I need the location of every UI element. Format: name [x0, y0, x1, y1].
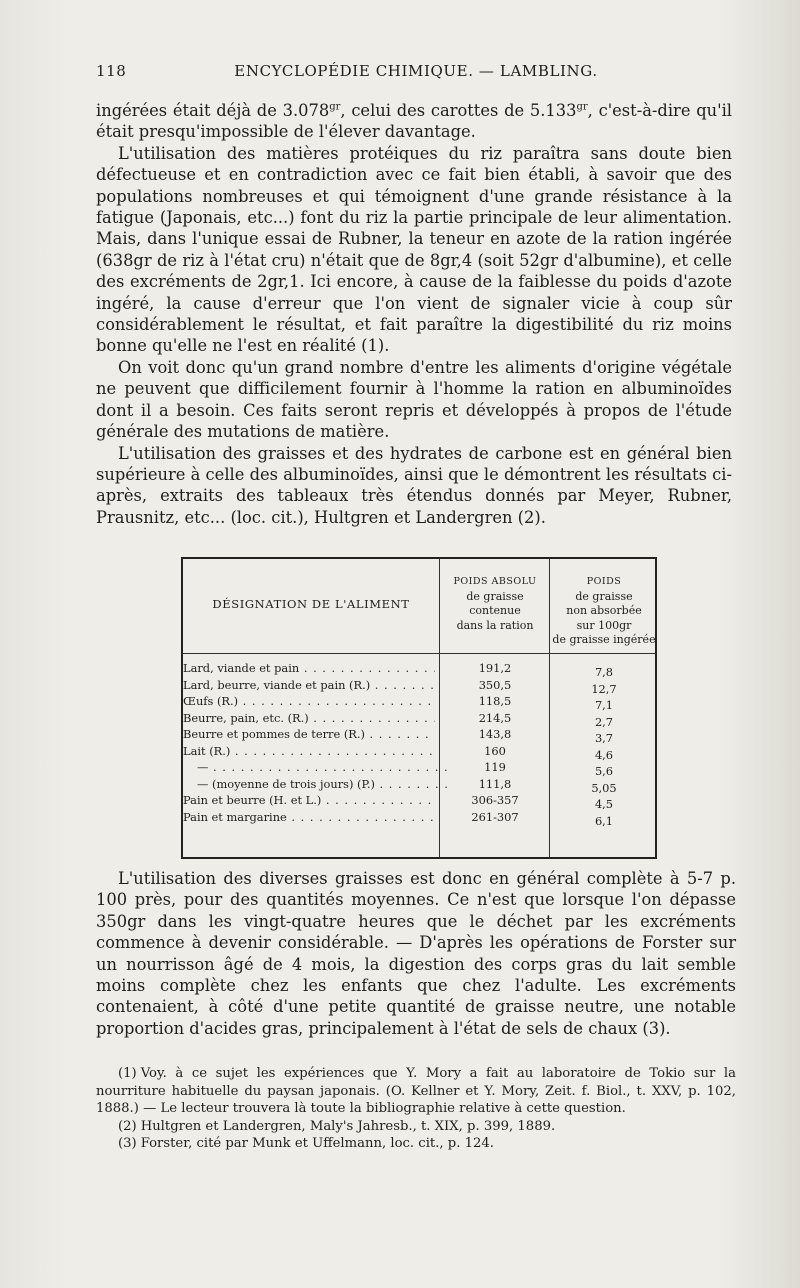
- table-header-poids-absolu: POIDS ABSOLU de graisse contenue dans la ration: [453, 576, 537, 632]
- table-row: Beurre et pommes de terre (R.) . . . 143,8 3,7: [183, 727, 655, 744]
- running-header: [96, 62, 736, 84]
- table-row: Pain et beurre (H. et L.) . . . 306-357 4,5: [183, 793, 655, 810]
- table-row: Lard, beurre, viande et pain (R.) . . . 350,5 12,7: [183, 678, 655, 695]
- table-header-designation: DÉSIGNATION DE L'ALIMENT: [212, 597, 410, 611]
- body-text-bottom: [96, 868, 736, 1039]
- table-row: Lait (R.) . . . 160 4,6: [183, 744, 655, 761]
- footnote: (2) Hultgren et Landergren, Maly's Jahresb., t. XIX, p. 399, 1889.: [118, 1118, 556, 1134]
- paragraph-riz: L'utilisation des matières protéiques du riz paraîtra sans doute bien défectueuse et en contradiction avec ce fait bien établi, à savoir que des populations nombreuses et qui témoignent d'une grande résistance à la fatigue (Japonais, etc...) font du riz la partie principale de leur alimentation. Mais, dans l'unique essai de Rubner, la teneur en azote de la ration ingérée (638gr de riz à l'état cru) n'était que de 8gr,4 (soit 52gr d'albumine), et celle des excréments de 2gr,1. Ici encore, à cause de la faiblesse du poids d'azote ingéré, la cause d'erreur que l'on vient de signaler vicie à coup sûr considérablement le résultat, et fait paraître la digestibilité du riz moins bonne qu'elle ne l'est en réalité (1).: [96, 143, 732, 356]
- paragraph-aliments-vegetaux: On voit donc qu'un grand nombre d'entre les aliments d'origine végétale ne peuvent que difficilement fournir à l'homme la ration en albuminoïdes dont il a besoin. Ces faits seront repris et développés à propos de l'étude générale des mutations de matière.: [96, 357, 732, 442]
- footnotes: [96, 1065, 736, 1153]
- table-header-poids-non-absorbe: POIDS de graisse non absorbée sur 100gr de graisse ingérée: [552, 576, 656, 646]
- table-row: Pain et margarine . . . 261-307 6,1: [183, 810, 655, 827]
- table-row: Lard, viande et pain . . . 191,2 7,8: [183, 661, 655, 678]
- table-body: [183, 661, 655, 826]
- table-header-rule: [183, 653, 655, 654]
- page-number: 118: [96, 62, 127, 80]
- body-text-top: [96, 100, 732, 528]
- fat-absorption-table: [181, 557, 657, 859]
- running-title: ENCYCLOPÉDIE CHIMIQUE. — LAMBLING.: [234, 62, 598, 80]
- table-row: Œufs (R.) . . . 118,5 7,1: [183, 694, 655, 711]
- paragraph-graisses: L'utilisation des graisses et des hydrates de carbone est en général bien supérieure à celle des albuminoïdes, ainsi que le démontrent les résultats ci-après, extraits des tableaux très étendus donnés par Meyer, Rubner, Prausnitz, etc... (loc. cit.), Hultgren et Landergren (2).: [96, 443, 732, 527]
- paragraph-continuation: ingérées était déjà de $3.078^{gr}$, celui des carottes de $5.133^{gr}$, c'est-à-dire qu'il était presqu'impossible de l'élever davantage.: [96, 101, 732, 142]
- paragraph-utilisation-graisses: L'utilisation des diverses graisses est donc en général complète à 5-7 p. 100 près, pour des quantités moyennes. Ce n'est que lorsque l'on dépasse 350gr dans les vingt-quatre heures que le déchet par les excréments commence à devenir considérable. — D'après les opérations de Forster sur un nourrisson âgé de 4 mois, la digestion des corps gras du lait semble moins complète chez les enfants que chez l'adulte. Les excréments contenaient, à côté d'une petite quantité de graisse neutre, une notable proportion d'acides gras, principalement à l'état de sels de chaux (3).: [96, 869, 736, 1038]
- table-row: — . . . 119 5,6: [183, 760, 655, 777]
- table-row: — (moyenne de trois jours) (P.) . . . 111,8 5,05: [183, 777, 655, 794]
- table-row: Beurre, pain, etc. (R.) . . . 214,5 2,7: [183, 711, 655, 728]
- footnote: (1) Voy. à ce sujet les expériences que Y. Mory a fait au laboratoire de Tokio sur la nourriture habituelle du paysan japonais. (O. Kellner et Y. Mory, Zeit. f. Biol., t. XXV, p. 102, 1888.) — Le lecteur trouvera là toute la bibliographie relative à cette question.: [96, 1066, 736, 1117]
- footnote: (3) Forster, cité par Munk et Uffelmann, loc. cit., p. 124.: [118, 1136, 494, 1152]
